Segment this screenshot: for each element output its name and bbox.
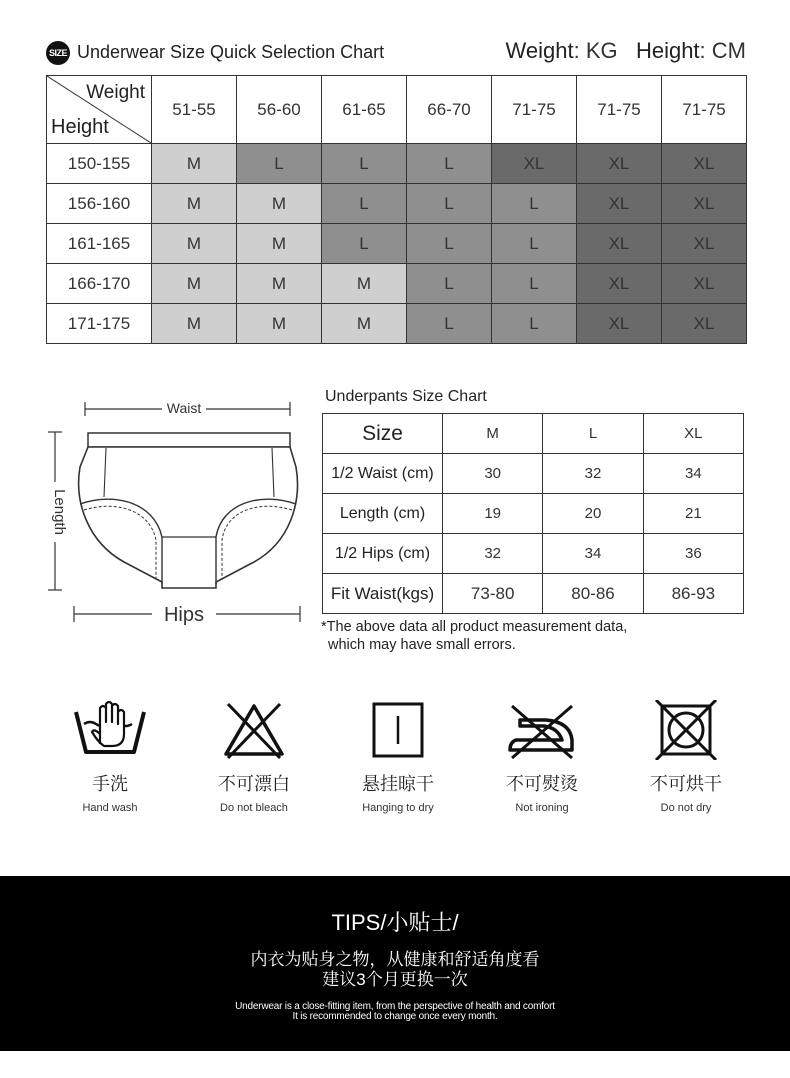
- spec-value-cell: 86-93: [643, 574, 743, 614]
- size-cell: M: [152, 264, 237, 304]
- weight-header-cell: 66-70: [407, 76, 492, 144]
- size-cell: L: [407, 264, 492, 304]
- spec-value-cell: 34: [543, 534, 643, 574]
- spec-value-cell: 32: [443, 534, 543, 574]
- spec-row: [323, 454, 744, 494]
- height-cell: 156-160: [47, 184, 152, 224]
- tips-en-line-2: It is recommended to change once every month.: [292, 1011, 498, 1022]
- weight-header-cell: 71-75: [662, 76, 747, 144]
- size-cell: M: [152, 144, 237, 184]
- care-item-no-tumble-dry: [616, 700, 756, 814]
- care-item-hang-dry: [328, 700, 468, 814]
- size-cell: M: [237, 184, 322, 224]
- size-cell: M: [152, 224, 237, 264]
- size-cell: L: [492, 224, 577, 264]
- height-cell: 150-155: [47, 144, 152, 184]
- size-cell: L: [492, 264, 577, 304]
- care-cn-label: 不可漂白: [218, 774, 290, 794]
- size-cell: XL: [577, 264, 662, 304]
- care-cn-label: 手洗: [92, 774, 128, 794]
- size-cell: M: [237, 304, 322, 344]
- height-cell: 166-170: [47, 264, 152, 304]
- underpants-outline-icon: [44, 392, 310, 632]
- size-cell: XL: [577, 144, 662, 184]
- spec-value-cell: 36: [643, 534, 743, 574]
- spec-value-cell: 80-86: [543, 574, 643, 614]
- spec-value-cell: 34: [643, 454, 743, 494]
- spec-value-cell: L: [543, 414, 643, 454]
- measurement-note: [321, 618, 627, 654]
- size-cell: L: [407, 304, 492, 344]
- spec-value-cell: 32: [543, 454, 643, 494]
- spec-value-cell: 21: [643, 494, 743, 534]
- size-badge-icon: SIZE: [46, 41, 70, 65]
- spec-value-cell: XL: [643, 414, 743, 454]
- hips-label: Hips: [163, 604, 205, 626]
- height-unit-value: : CM: [699, 38, 746, 63]
- care-en-label: Do not dry: [660, 802, 712, 814]
- spec-value-cell: 20: [543, 494, 643, 534]
- height-row: [47, 144, 747, 184]
- spec-value-cell: 73-80: [443, 574, 543, 614]
- underpants-diagram: [44, 392, 310, 632]
- hand-wash-icon: [70, 700, 150, 760]
- chart-title: Underwear Size Quick Selection Chart: [77, 42, 385, 62]
- underpants-size-table: [322, 413, 744, 614]
- care-item-hand-wash: [40, 700, 180, 814]
- weight-header-cell: 71-75: [492, 76, 577, 144]
- spec-row-label: 1/2 Waist (cm): [323, 454, 443, 494]
- size-cell: L: [322, 224, 407, 264]
- care-cn-label: 不可熨烫: [506, 774, 578, 794]
- size-cell: M: [152, 304, 237, 344]
- height-unit-label: Height: [635, 38, 700, 63]
- height-row: [47, 264, 747, 304]
- tips-cn-line-1: 内衣为贴身之物，从健康和舒适角度看: [250, 950, 540, 969]
- note-line-2: which may have small errors.: [328, 637, 516, 653]
- size-cell: L: [492, 304, 577, 344]
- weight-unit-label: Weight: [505, 38, 574, 63]
- do-not-tumble-dry-icon: [646, 700, 726, 760]
- care-en-label: Hand wash: [82, 802, 138, 814]
- spec-row: [323, 494, 744, 534]
- corner-weight-label: Weight: [86, 82, 145, 103]
- tips-cn-line-2: 建议3个月更换一次: [322, 970, 468, 989]
- care-item-no-bleach: [184, 700, 324, 814]
- spec-row: [323, 574, 744, 614]
- height-row: [47, 304, 747, 344]
- length-label: Length: [51, 489, 68, 535]
- size-cell: XL: [662, 224, 747, 264]
- size-cell: M: [237, 264, 322, 304]
- care-cn-label: 不可烘干: [650, 774, 722, 794]
- size-cell: L: [322, 144, 407, 184]
- size-cell: L: [237, 144, 322, 184]
- size-cell: L: [492, 184, 577, 224]
- height-row: [47, 224, 747, 264]
- size-cell: XL: [577, 184, 662, 224]
- size-cell: XL: [662, 184, 747, 224]
- height-cell: 171-175: [47, 304, 152, 344]
- spec-value-cell: M: [443, 414, 543, 454]
- spec-row-label: 1/2 Hips (cm): [323, 534, 443, 574]
- tips-en-text: [0, 1002, 790, 1022]
- care-item-no-iron: [472, 700, 612, 814]
- tips-cn-text: [0, 950, 790, 990]
- chart-header: [46, 38, 746, 68]
- size-cell: XL: [662, 304, 747, 344]
- care-en-label: Hanging to dry: [362, 802, 434, 814]
- care-cn-label: 悬挂晾干: [362, 774, 434, 794]
- do-not-iron-icon: [502, 700, 582, 760]
- size-cell: L: [407, 224, 492, 264]
- size-cell: M: [322, 264, 407, 304]
- size-cell: XL: [577, 224, 662, 264]
- size-quick-selection-table: [46, 75, 747, 344]
- size-cell: XL: [577, 304, 662, 344]
- size-cell: M: [237, 224, 322, 264]
- weight-header-cell: 71-75: [577, 76, 662, 144]
- weight-unit-value: : KG: [573, 38, 618, 63]
- unit-legend: [506, 38, 746, 64]
- weight-header-cell: 51-55: [152, 76, 237, 144]
- spec-value-cell: 19: [443, 494, 543, 534]
- tips-en-line-1: Underwear is a close-fitting item, from the perspective of health and comfort: [235, 1001, 555, 1012]
- weight-header-row: [47, 76, 747, 144]
- note-line-1: *The above data all product measurement data,: [321, 619, 628, 635]
- size-cell: L: [322, 184, 407, 224]
- spec-row-label: Length (cm): [323, 494, 443, 534]
- care-en-label: Not ironing: [515, 802, 569, 814]
- spec-row: [323, 534, 744, 574]
- weight-header-cell: 56-60: [237, 76, 322, 144]
- hang-dry-icon: [358, 700, 438, 760]
- size-cell: XL: [492, 144, 577, 184]
- size-cell: XL: [662, 264, 747, 304]
- spec-table-title: Underpants Size Chart: [325, 388, 487, 405]
- tips-banner: [0, 876, 790, 1051]
- size-cell: M: [322, 304, 407, 344]
- do-not-bleach-icon: [214, 700, 294, 760]
- spec-row: [323, 414, 744, 454]
- height-row: [47, 184, 747, 224]
- size-cell: XL: [662, 144, 747, 184]
- corner-height-label: Height: [51, 116, 109, 138]
- height-cell: 161-165: [47, 224, 152, 264]
- size-cell: L: [407, 144, 492, 184]
- size-cell: L: [407, 184, 492, 224]
- care-en-label: Do not bleach: [220, 802, 288, 814]
- size-cell: M: [152, 184, 237, 224]
- weight-header-cell: 61-65: [322, 76, 407, 144]
- table-corner-cell: [47, 76, 152, 144]
- spec-row-label: Size: [323, 414, 443, 454]
- waist-label: Waist: [166, 400, 202, 416]
- spec-value-cell: 30: [443, 454, 543, 494]
- spec-row-label: Fit Waist(kgs): [323, 574, 443, 614]
- tips-title: TIPS/小贴士/: [331, 910, 459, 935]
